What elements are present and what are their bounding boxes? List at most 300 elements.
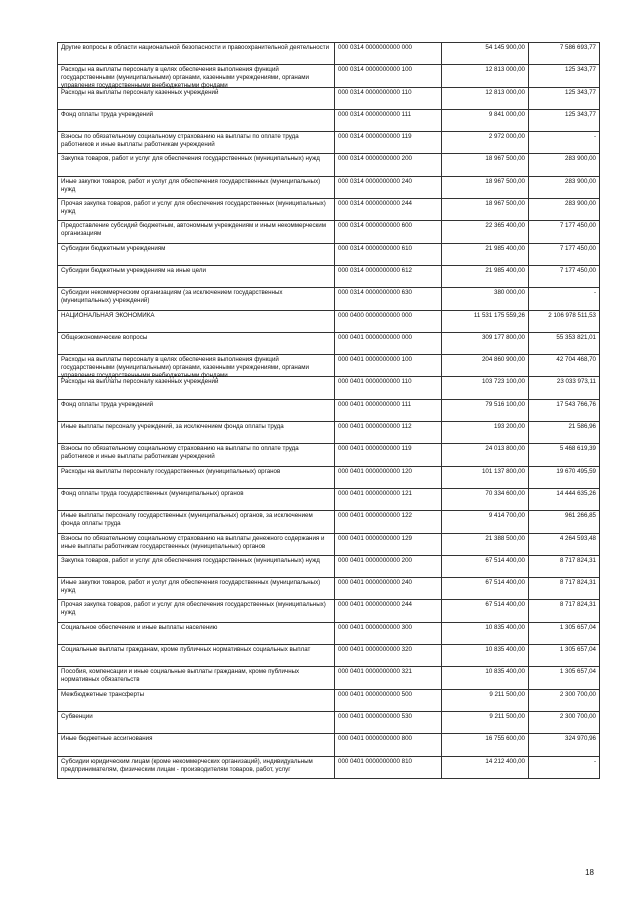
row-code-cell (335, 332, 442, 354)
cell-text: 5 468 619,39 (559, 445, 596, 453)
table-row (58, 332, 600, 354)
row-plan-cell (442, 511, 529, 533)
row-code-cell (335, 132, 442, 154)
cell-text: 8 717 824,31 (559, 601, 596, 609)
row-fact-cell (529, 622, 600, 644)
row-name-cell (58, 689, 335, 711)
row-name-cell (58, 288, 335, 310)
cell-text: 283 900,00 (565, 177, 596, 185)
cell-text: 000 0401 0000000000 120 (338, 467, 412, 475)
cell-text: 10 835 400,00 (485, 668, 525, 676)
row-fact-cell (529, 645, 600, 667)
cell-text: 21 388 500,00 (485, 534, 525, 542)
table-row (58, 221, 600, 243)
cell-text: 283 900,00 (565, 200, 596, 208)
row-plan-cell (442, 466, 529, 488)
row-code-cell (335, 488, 442, 510)
table-row (58, 645, 600, 667)
cell-text: 000 0314 0000000000 612 (338, 266, 412, 274)
cell-text: 000 0314 0000000000 111 (338, 110, 412, 118)
cell-text: 309 177 800,00 (481, 333, 525, 341)
table-row (58, 488, 600, 510)
cell-text: Межбюджетные трансферты (61, 690, 145, 698)
row-name-cell (58, 711, 335, 733)
row-code-cell (335, 176, 442, 198)
cell-text: 125 343,77 (565, 110, 596, 118)
cell-text: 000 0401 0000000000 100 (338, 356, 412, 364)
table-row (58, 176, 600, 198)
table-row (58, 310, 600, 332)
row-name-cell (58, 43, 335, 65)
row-fact-cell (529, 533, 600, 555)
row-name-cell (58, 645, 335, 667)
row-name-cell (58, 332, 335, 354)
cell-text: 000 0314 0000000000 244 (338, 200, 412, 208)
row-plan-cell (442, 689, 529, 711)
table-row (58, 43, 600, 65)
cell-text: 000 0401 0000000000 800 (338, 735, 412, 743)
cell-text: 8 717 824,31 (559, 556, 596, 564)
row-fact-cell (529, 199, 600, 221)
cell-text: Фонд оплаты труда государственных (муниципальных) органов (61, 489, 244, 497)
row-plan-cell (442, 444, 529, 466)
row-fact-cell (529, 444, 600, 466)
row-code-cell (335, 511, 442, 533)
cell-text: 7 177 450,00 (559, 266, 596, 274)
row-code-cell (335, 199, 442, 221)
cell-text: 2 972 000,00 (488, 133, 525, 141)
cell-text: Социальные выплаты гражданам, кроме публичных нормативных социальных выплат (61, 646, 311, 654)
row-name-cell (58, 488, 335, 510)
row-fact-cell (529, 288, 600, 310)
cell-text: 000 0401 0000000000 129 (338, 534, 412, 542)
row-fact-cell (529, 689, 600, 711)
cell-text: 4 264 593,48 (559, 534, 596, 542)
row-plan-cell (442, 377, 529, 399)
cell-text: 000 0401 0000000000 321 (338, 668, 412, 676)
table-row (58, 65, 600, 87)
table-row (58, 87, 600, 109)
row-fact-cell (529, 332, 600, 354)
row-code-cell (335, 399, 442, 421)
cell-text: Иные выплаты персоналу государственных (муниципальных) органов, за исключением фонда оплаты труда (61, 512, 313, 528)
row-code-cell (335, 711, 442, 733)
cell-text: 000 0314 0000000000 200 (338, 155, 412, 163)
row-plan-cell (442, 243, 529, 265)
row-plan-cell (442, 578, 529, 600)
cell-text: 000 0314 0000000000 100 (338, 66, 412, 74)
table-row (58, 243, 600, 265)
cell-text: 125 343,77 (565, 66, 596, 74)
row-name-cell (58, 87, 335, 109)
row-name-cell (58, 310, 335, 332)
table-row (58, 466, 600, 488)
cell-text: 000 0401 0000000000 244 (338, 601, 412, 609)
row-code-cell (335, 444, 442, 466)
cell-text: 17 543 766,76 (556, 400, 596, 408)
cell-text: 8 717 824,31 (559, 579, 596, 587)
row-fact-cell (529, 377, 600, 399)
row-plan-cell (442, 265, 529, 287)
table-row (58, 399, 600, 421)
row-code-cell (335, 578, 442, 600)
cell-text: - (593, 133, 596, 141)
cell-text: 79 516 100,00 (485, 400, 525, 408)
table-row (58, 689, 600, 711)
row-name-cell (58, 399, 335, 421)
cell-text: 10 835 400,00 (485, 623, 525, 631)
cell-text: 67 514 400,00 (485, 556, 525, 564)
row-name-cell (58, 176, 335, 198)
row-fact-cell (529, 265, 600, 287)
cell-text: Иные закупки товаров, работ и услуг для обеспечения государственных (муниципальных) нужд (61, 177, 321, 193)
cell-text: 000 0314 0000000000 119 (338, 133, 412, 141)
row-code-cell (335, 288, 442, 310)
row-name-cell (58, 444, 335, 466)
row-name-cell (58, 355, 335, 380)
row-fact-cell (529, 511, 600, 533)
row-plan-cell (442, 555, 529, 577)
row-plan-cell (442, 154, 529, 176)
row-fact-cell (529, 176, 600, 198)
page-number: 18 (585, 868, 594, 877)
cell-text: 000 0401 0000000000 122 (338, 512, 412, 520)
row-plan-cell (442, 109, 529, 131)
table-row (58, 355, 600, 377)
row-code-cell (335, 600, 442, 622)
cell-text: 283 900,00 (565, 155, 596, 163)
row-plan-cell (442, 288, 529, 310)
cell-text: Иные закупки товаров, работ и услуг для обеспечения государственных (муниципальных) нужд (61, 579, 321, 595)
cell-text: 125 343,77 (565, 88, 596, 96)
row-plan-cell (442, 355, 529, 377)
cell-text: 12 813 000,00 (485, 88, 525, 96)
cell-text: 12 813 000,00 (485, 66, 525, 74)
cell-text: 54 145 900,00 (485, 44, 525, 51)
cell-text: 101 137 800,00 (481, 467, 525, 475)
row-fact-cell (529, 711, 600, 733)
row-fact-cell (529, 399, 600, 421)
cell-text: 67 514 400,00 (485, 601, 525, 609)
table-row (58, 199, 600, 221)
cell-text: 000 0314 0000000000 000 (338, 44, 412, 51)
row-fact-cell (529, 488, 600, 510)
cell-text: 21 985 400,00 (485, 266, 525, 274)
cell-text: Субсидии бюджетным учреждениям на иные цели (61, 266, 206, 274)
cell-text: 000 0401 0000000000 200 (338, 556, 412, 564)
row-name-cell (58, 466, 335, 488)
cell-text: 7 177 450,00 (559, 244, 596, 252)
row-name-cell (58, 132, 335, 154)
row-plan-cell (442, 87, 529, 109)
table-row (58, 132, 600, 154)
cell-text: 000 0314 0000000000 600 (338, 222, 412, 230)
cell-text: 18 967 500,00 (485, 155, 525, 163)
row-code-cell (335, 422, 442, 444)
table-row (58, 734, 600, 756)
cell-text: 000 0401 0000000000 000 (338, 333, 412, 341)
row-name-cell (58, 422, 335, 444)
row-code-cell (335, 377, 442, 399)
cell-text: Субсидии бюджетным учреждениям (61, 244, 166, 252)
table-row (58, 600, 600, 622)
row-code-cell (335, 243, 442, 265)
cell-text: 000 0401 0000000000 110 (338, 378, 412, 386)
row-name-cell (58, 109, 335, 131)
table-row (58, 622, 600, 644)
row-plan-cell (442, 332, 529, 354)
cell-text: 2 300 700,00 (559, 712, 596, 720)
row-plan-cell (442, 132, 529, 154)
table-row (58, 555, 600, 577)
cell-text: 9 414 700,00 (488, 512, 525, 520)
row-code-cell (335, 756, 442, 778)
cell-text: 9 211 500,00 (489, 690, 525, 698)
cell-text: Взносы по обязательному социальному страхованию на выплаты по оплате труда работников и иные выплаты работникам учреждений (61, 445, 299, 461)
cell-text: Субсидии некоммерческим организациям (за исключением государственных (муниципальных) учреждений) (61, 289, 283, 305)
cell-text: 18 967 500,00 (485, 200, 525, 208)
cell-text: 22 365 400,00 (485, 222, 525, 230)
row-fact-cell (529, 65, 600, 87)
row-fact-cell (529, 154, 600, 176)
row-fact-cell (529, 109, 600, 131)
row-plan-cell (442, 600, 529, 622)
row-name-cell (58, 600, 335, 622)
cell-text: 9 841 000,00 (488, 110, 525, 118)
budget-table-body (58, 43, 600, 779)
cell-text: 67 514 400,00 (485, 579, 525, 587)
row-plan-cell (442, 221, 529, 243)
row-name-cell (58, 154, 335, 176)
row-fact-cell (529, 43, 600, 65)
cell-text: 10 835 400,00 (485, 646, 525, 654)
cell-text: 2 106 978 511,53 (548, 311, 596, 319)
row-fact-cell (529, 734, 600, 756)
row-fact-cell (529, 132, 600, 154)
cell-text: Общеэкономические вопросы (61, 333, 148, 341)
cell-text: 193 200,00 (494, 423, 525, 431)
row-code-cell (335, 734, 442, 756)
row-name-cell (58, 533, 335, 555)
cell-text: Прочая закупка товаров, работ и услуг для обеспечения государственных (муниципальных) нужд (61, 200, 326, 216)
cell-text: Пособия, компенсации и иные социальные выплаты гражданам, кроме публичных нормативных обязательств (61, 668, 300, 684)
cell-text: Взносы по обязательному социальному страхованию на выплаты денежного содержания и иные выплаты работникам государственных (муниципальных) органов (61, 534, 325, 550)
cell-text: 1 305 657,04 (559, 668, 596, 676)
cell-text: 000 0314 0000000000 610 (338, 244, 412, 252)
row-fact-cell (529, 243, 600, 265)
cell-text: Расходы на выплаты персоналу в целях обеспечения выполнения функций государственными (муниципальными) органами, казенными учреждениями, органами управления государственными внебюджетными фондами (61, 66, 309, 90)
row-fact-cell (529, 600, 600, 622)
row-code-cell (335, 622, 442, 644)
cell-text: 204 860 900,00 (481, 356, 525, 364)
cell-text: Расходы на выплаты персоналу государственных (муниципальных) органов (61, 467, 281, 475)
cell-text: 7 177 450,00 (559, 222, 596, 230)
row-code-cell (335, 65, 442, 87)
row-code-cell (335, 109, 442, 131)
row-plan-cell (442, 310, 529, 332)
cell-text: Иные бюджетные ассигнования (61, 735, 153, 743)
row-name-cell (58, 265, 335, 287)
cell-text: 1 305 657,04 (559, 623, 596, 631)
row-plan-cell (442, 176, 529, 198)
row-plan-cell (442, 645, 529, 667)
row-name-cell (58, 221, 335, 243)
row-code-cell (335, 533, 442, 555)
cell-text: 21 985 400,00 (485, 244, 525, 252)
row-plan-cell (442, 711, 529, 733)
row-name-cell (58, 756, 335, 778)
row-code-cell (335, 355, 442, 377)
row-code-cell (335, 221, 442, 243)
cell-text: 21 586,96 (568, 423, 596, 431)
row-name-cell (58, 511, 335, 533)
cell-text: 14 444 635,26 (556, 489, 596, 497)
budget-table (57, 42, 600, 779)
cell-text: Фонд оплаты труда учреждений (61, 400, 154, 408)
cell-text: 000 0401 0000000000 112 (338, 423, 412, 431)
cell-text: 961 266,85 (565, 512, 596, 520)
table-row (58, 511, 600, 533)
cell-text: 000 0401 0000000000 500 (338, 690, 412, 698)
cell-text: Субвенции (61, 712, 93, 720)
table-row (58, 533, 600, 555)
cell-text: - (593, 289, 596, 297)
row-code-cell (335, 43, 442, 65)
row-name-cell (58, 622, 335, 644)
row-code-cell (335, 87, 442, 109)
cell-text: 11 531 175 559,26 (473, 311, 525, 319)
cell-text: 000 0401 0000000000 111 (338, 400, 412, 408)
cell-text: 000 0401 0000000000 119 (338, 445, 412, 453)
cell-text: 000 0401 0000000000 121 (338, 489, 412, 497)
cell-text: Субсидии юридическим лицам (кроме некоммерческих организаций), индивидуальным предпринимателям, физическим лицам - производителям товаров, работ, услуг (61, 757, 313, 773)
table-row (58, 265, 600, 287)
table-row (58, 711, 600, 733)
table-row (58, 422, 600, 444)
cell-text: 1 305 657,04 (559, 646, 596, 654)
row-plan-cell (442, 399, 529, 421)
row-code-cell (335, 154, 442, 176)
cell-text: 18 967 500,00 (485, 177, 525, 185)
row-name-cell (58, 65, 335, 90)
cell-text: 23 033 973,11 (556, 378, 596, 386)
cell-text: Другие вопросы в области национальной безопасности и правоохранительной деятельности (61, 44, 330, 51)
table-row (58, 444, 600, 466)
row-name-cell (58, 377, 335, 399)
table-row (58, 288, 600, 310)
row-name-cell (58, 734, 335, 756)
row-code-cell (335, 689, 442, 711)
cell-text: 19 670 495,59 (556, 467, 596, 475)
cell-text: 42 704 468,70 (556, 356, 596, 364)
cell-text: Расходы на выплаты персоналу казенных учреждений (61, 378, 219, 386)
cell-text: Предоставление субсидий бюджетным, автономным учреждениям и иным некоммерческим организациям (61, 222, 326, 238)
cell-text: 000 0400 0000000000 000 (338, 311, 412, 319)
row-code-cell (335, 310, 442, 332)
cell-text: 7 586 693,77 (559, 44, 596, 51)
cell-text: 324 970,96 (565, 735, 596, 743)
cell-text: 000 0314 0000000000 110 (338, 88, 412, 96)
row-name-cell (58, 243, 335, 265)
row-fact-cell (529, 422, 600, 444)
cell-text: Фонд оплаты труда учреждений (61, 110, 154, 118)
cell-text: - (593, 757, 596, 765)
row-code-cell (335, 555, 442, 577)
row-plan-cell (442, 422, 529, 444)
cell-text: 16 755 600,00 (485, 735, 525, 743)
row-fact-cell (529, 555, 600, 577)
cell-text: 000 0401 0000000000 810 (338, 757, 412, 765)
row-code-cell (335, 265, 442, 287)
table-row (58, 377, 600, 399)
cell-text: 103 723 100,00 (481, 378, 525, 386)
cell-text: 14 212 400,00 (485, 757, 525, 765)
row-fact-cell (529, 756, 600, 778)
cell-text: 2 300 700,00 (559, 690, 596, 698)
row-name-cell (58, 555, 335, 577)
row-plan-cell (442, 622, 529, 644)
row-plan-cell (442, 533, 529, 555)
cell-text: Прочая закупка товаров, работ и услуг для обеспечения государственных (муниципальных) нужд (61, 601, 326, 617)
row-code-cell (335, 667, 442, 689)
cell-text: НАЦИОНАЛЬНАЯ ЭКОНОМИКА (61, 311, 155, 319)
row-plan-cell (442, 65, 529, 87)
cell-text: Расходы на выплаты персоналу казенных учреждений (61, 88, 219, 96)
cell-text: 000 0314 0000000000 630 (338, 289, 412, 297)
table-row (58, 756, 600, 778)
cell-text: 000 0401 0000000000 300 (338, 623, 412, 631)
row-plan-cell (442, 756, 529, 778)
table-row (58, 154, 600, 176)
cell-text: 55 353 821,01 (556, 333, 596, 341)
table-row (58, 667, 600, 689)
table-row (58, 109, 600, 131)
cell-text: Закупка товаров, работ и услуг для обеспечения государственных (муниципальных) нужд (61, 556, 320, 564)
table-row (58, 578, 600, 600)
row-plan-cell (442, 667, 529, 689)
cell-text: Взносы по обязательному социальному страхованию на выплаты по оплате труда работников и иные выплаты работникам учреждений (61, 133, 299, 149)
row-name-cell (58, 199, 335, 221)
cell-text: Иные выплаты персоналу учреждений, за исключением фонда оплаты труда (61, 423, 284, 431)
row-plan-cell (442, 734, 529, 756)
cell-text: Закупка товаров, работ и услуг для обеспечения государственных (муниципальных) нужд (61, 155, 320, 163)
cell-text: 000 0401 0000000000 320 (338, 646, 412, 654)
cell-text: 000 0314 0000000000 240 (338, 177, 412, 185)
cell-text: 24 013 800,00 (485, 445, 525, 453)
cell-text: 70 334 600,00 (485, 489, 525, 497)
row-plan-cell (442, 43, 529, 65)
cell-text: Социальное обеспечение и иные выплаты населению (61, 623, 218, 631)
cell-text: 9 211 500,00 (489, 712, 525, 720)
row-fact-cell (529, 221, 600, 243)
row-plan-cell (442, 199, 529, 221)
row-name-cell (58, 578, 335, 600)
cell-text: Расходы на выплаты персоналу в целях обеспечения выполнения функций государственными (муниципальными) органами, казенными учреждениями, органами управления государственными внебюджетными фондами (61, 356, 309, 380)
cell-text: 380 000,00 (494, 289, 525, 297)
row-fact-cell (529, 355, 600, 377)
row-code-cell (335, 466, 442, 488)
cell-text: 000 0401 0000000000 240 (338, 579, 412, 587)
row-plan-cell (442, 488, 529, 510)
row-fact-cell (529, 87, 600, 109)
row-fact-cell (529, 578, 600, 600)
row-fact-cell (529, 667, 600, 689)
row-fact-cell (529, 310, 600, 332)
row-name-cell (58, 667, 335, 689)
row-fact-cell (529, 466, 600, 488)
cell-text: 000 0401 0000000000 530 (338, 712, 412, 720)
row-code-cell (335, 645, 442, 667)
